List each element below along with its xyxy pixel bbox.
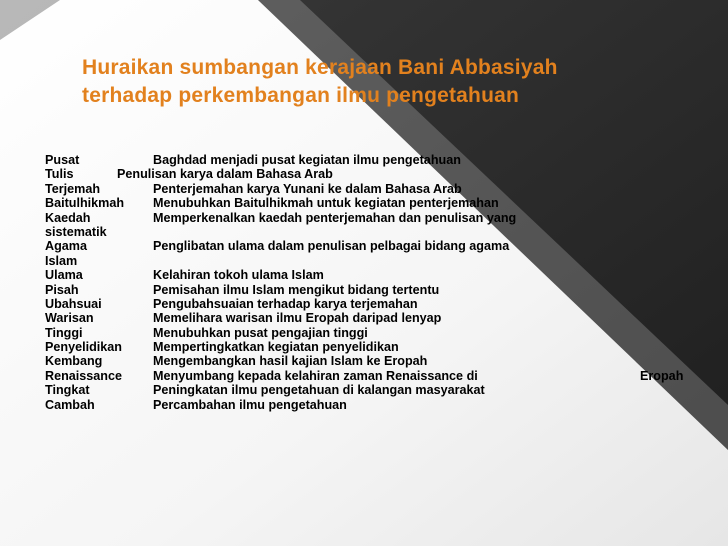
list-item-continuation — [45, 254, 705, 268]
list-item — [45, 283, 705, 297]
list-item-value-tail: Eropah — [640, 368, 684, 383]
list-item — [45, 211, 705, 225]
list-item-key: Baitulhikmah — [45, 196, 125, 211]
list-item — [45, 340, 705, 354]
list-item-key: Renaissance — [45, 368, 123, 383]
list-item-value: Kelahiran tokoh ulama Islam — [153, 268, 324, 283]
slide-title — [82, 54, 558, 110]
list-item — [45, 398, 705, 412]
contribution-list — [45, 153, 705, 412]
slide-title-line-1: Huraikan sumbangan kerajaan Bani Abbasiyah — [82, 56, 558, 79]
list-item-value: Menyumbang kepada kelahiran zaman Renaissance di — [153, 368, 478, 383]
list-item — [45, 182, 705, 196]
list-item — [45, 311, 705, 325]
list-item-key: Pisah — [45, 282, 79, 297]
list-item-value: Peningkatan ilmu pengetahuan di kalangan masyarakat — [153, 383, 485, 398]
list-item-key: Pusat — [45, 153, 80, 167]
list-item-key: Islam — [45, 253, 78, 268]
list-item — [45, 369, 705, 383]
list-item-key: Agama — [45, 239, 87, 254]
list-item — [45, 268, 705, 282]
slide-title-line-2: terhadap perkembangan ilmu pengetahuan — [82, 84, 520, 107]
list-item-value: Menubuhkan pusat pengajian tinggi — [153, 325, 368, 340]
list-item-key: Tingkat — [45, 383, 90, 398]
list-item — [45, 326, 705, 340]
list-item-key: Cambah — [45, 397, 95, 412]
list-item-key: Tinggi — [45, 325, 83, 340]
list-item — [45, 239, 705, 253]
list-item — [45, 196, 705, 210]
list-item — [45, 354, 705, 368]
list-item-key: Penyelidikan — [45, 340, 122, 355]
list-item-value: Pengubahsuaian terhadap karya terjemahan — [153, 296, 418, 311]
list-item-value: Percambahan ilmu pengetahuan — [153, 397, 347, 412]
list-item-value: Mengembangkan hasil kajian Islam ke Eropah — [153, 354, 428, 369]
list-item-key: Kaedah — [45, 210, 91, 225]
list-item-key: Ulama — [45, 268, 83, 283]
list-item-value: Pemisahan ilmu Islam mengikut bidang tertentu — [153, 282, 440, 297]
list-item-key: Kembang — [45, 354, 103, 369]
list-item — [45, 297, 705, 311]
list-item — [45, 153, 705, 167]
list-item-value: Memperkenalkan kaedah penterjemahan dan penulisan yang — [153, 210, 517, 225]
list-item-key: Warisan — [45, 311, 94, 326]
list-item-value: Mempertingkatkan kegiatan penyelidikan — [153, 340, 399, 355]
list-item-value: Baghdad menjadi pusat kegiatan ilmu pengetahuan — [153, 153, 461, 167]
list-item-value: Penulisan karya dalam Bahasa Arab — [117, 167, 333, 182]
list-item-value: Penglibatan ulama dalam penulisan pelbagai bidang agama — [153, 239, 510, 254]
list-item-key: sistematik — [45, 224, 107, 239]
list-item-key: Ubahsuai — [45, 296, 102, 311]
list-item-value: Memelihara warisan ilmu Eropah daripad lenyap — [153, 311, 442, 326]
list-item-value: Menubuhkan Baitulhikmah untuk kegiatan penterjemahan — [153, 196, 499, 211]
list-item-continuation — [45, 225, 705, 239]
list-item — [45, 383, 705, 397]
list-item-key: Terjemah — [45, 181, 101, 196]
list-item — [45, 167, 705, 181]
list-item-value: Penterjemahan karya Yunani ke dalam Bahasa Arab — [153, 181, 462, 196]
list-item-key: Tulis — [45, 167, 74, 182]
